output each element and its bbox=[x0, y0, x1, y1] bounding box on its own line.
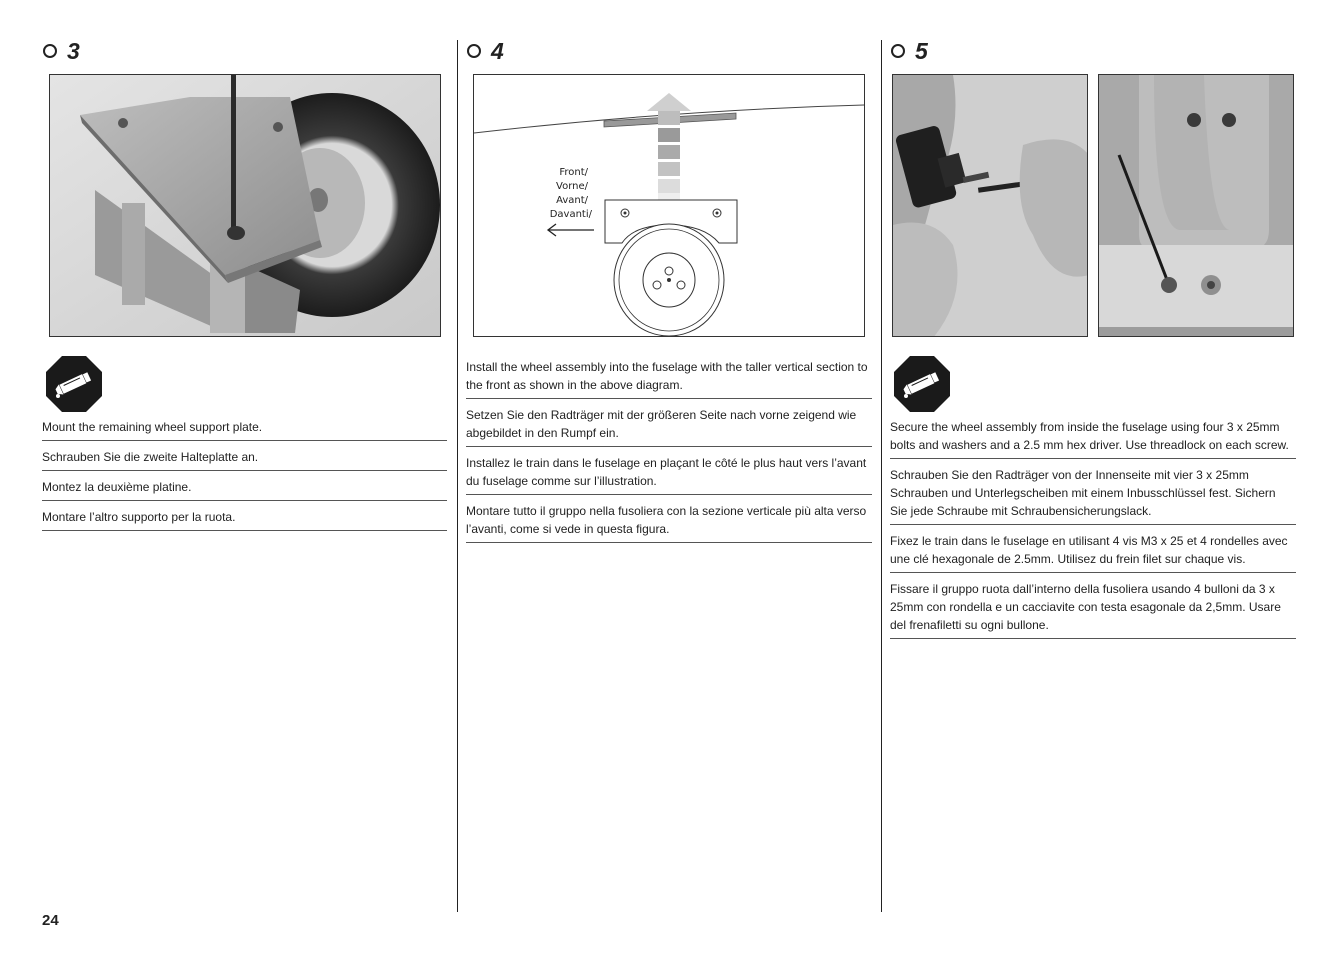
text-it: Fissare il gruppo ruota dall’interno della fusoliera usando 4 bulloni da 3 x 25mm con rondella e un cacciavite con testa esagonale da 2,5mm. Usare del frenafiletti su ogni bullone. bbox=[890, 573, 1296, 639]
step-3-header bbox=[43, 38, 447, 64]
text-fr: Montez la deuxième platine. bbox=[42, 471, 447, 501]
step-3-column bbox=[42, 38, 447, 524]
step-3-text bbox=[42, 416, 447, 531]
text-de: Setzen Sie den Radträger mit der größeren Seite nach vorne zeigend wie abgebildet in den Rumpf ein. bbox=[466, 399, 872, 447]
text-en: Mount the remaining wheel support plate. bbox=[42, 416, 447, 441]
checkbox-circle-icon[interactable] bbox=[891, 44, 905, 58]
step-number: 5 bbox=[915, 38, 928, 64]
column-divider-2 bbox=[881, 40, 882, 912]
text-en: Install the wheel assembly into the fuselage with the taller vertical section to the front as shown in the above diagram. bbox=[466, 356, 872, 399]
text-fr: Fixez le train dans le fuselage en utilisant 4 vis M3 x 25 et 4 rondelles avec une clé hexagonale de 2.5mm. Utilisez du frein filet sur chaque vis. bbox=[890, 525, 1296, 573]
step-number: 3 bbox=[67, 38, 80, 64]
text-de: Schrauben Sie die zweite Halteplatte an. bbox=[42, 441, 447, 471]
step-4-column bbox=[466, 38, 872, 536]
column-divider-1 bbox=[457, 40, 458, 912]
glue-tube-icon bbox=[894, 356, 950, 412]
text-it: Montare l’altro supporto per la ruota. bbox=[42, 501, 447, 531]
checkbox-circle-icon[interactable] bbox=[467, 44, 481, 58]
checkbox-circle-icon[interactable] bbox=[43, 44, 57, 58]
text-de: Schrauben Sie den Radträger von der Innenseite mit vier 3 x 25mm Schrauben und Unterlegscheiben mit einem Inbusschlüssel fest. Sichern Sie jede Schraube mit Schraubensicherungslack. bbox=[890, 459, 1296, 525]
diagram-label-avant: Avant/ bbox=[556, 195, 588, 206]
threadlock-photo bbox=[893, 75, 1088, 337]
wheel-orientation-diagram bbox=[474, 75, 865, 337]
diagram-label-vorne: Vorne/ bbox=[556, 181, 588, 192]
bolts-installed-photo bbox=[1099, 75, 1294, 337]
text-it: Montare tutto il gruppo nella fusoliera con la sezione verticale più alta verso l’avanti, come si vede in questa figura. bbox=[466, 495, 872, 543]
glue-tube-icon bbox=[46, 356, 102, 412]
step-4-text bbox=[466, 356, 872, 543]
step-5-header bbox=[891, 38, 1296, 64]
step-3-photo bbox=[49, 74, 441, 337]
step-number: 4 bbox=[491, 38, 504, 64]
step-4-diagram bbox=[473, 74, 865, 337]
diagram-label-front: Front/ bbox=[559, 167, 588, 178]
step-5-photo-threadlock bbox=[892, 74, 1088, 337]
step-5-photo-bolts bbox=[1098, 74, 1294, 337]
step-4-header bbox=[467, 38, 872, 64]
text-fr: Installez le train dans le fuselage en plaçant le côté le plus haut vers l’avant du fuselage comme sur l’illustration. bbox=[466, 447, 872, 495]
step-5-column bbox=[890, 38, 1296, 632]
step-5-text bbox=[890, 416, 1296, 639]
wheel-plate-photo bbox=[50, 75, 441, 337]
page-number: 24 bbox=[42, 912, 59, 929]
diagram-label-davanti: Davanti/ bbox=[549, 209, 592, 220]
text-en: Secure the wheel assembly from inside the fuselage using four 3 x 25mm bolts and washers and a 2.5 mm hex driver. Use threadlock on each screw. bbox=[890, 416, 1296, 459]
